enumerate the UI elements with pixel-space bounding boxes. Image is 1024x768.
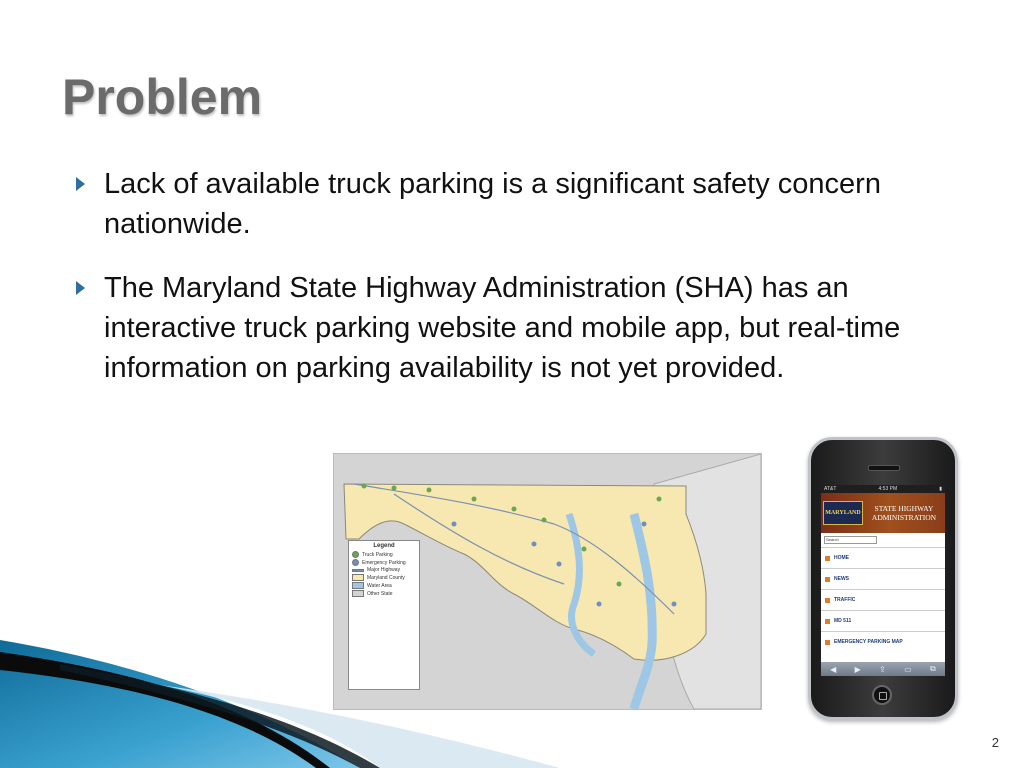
status-time: 4:53 PM [878,486,898,492]
bullet-list [72,164,962,412]
sha-header [821,493,945,533]
status-bar [821,485,945,493]
orange-square-icon [825,577,830,582]
header-line: ADMINISTRATION [871,513,937,522]
bullet-item [72,268,962,388]
legend-item [352,574,416,581]
mobile-phone-mockup [808,437,958,720]
legend-item [352,567,416,573]
share-icon[interactable]: ⇪ [879,664,886,674]
county-swatch [352,574,364,581]
battery-icon: ▮ [939,486,942,492]
bullet-text: The Maryland State Highway Administration (SHA) has an interactive truck parking website and mobile app, but real-time information on parking availability is not yet provided. [104,272,901,384]
legend-label: Water Area [367,582,392,589]
slide-title: Problem [62,69,263,125]
sha-header-title [865,504,943,522]
legend-item [352,551,416,558]
bookmarks-icon[interactable]: ▭ [904,664,912,674]
legend-label: Emergency Parking [362,559,406,566]
other-state-swatch [352,590,364,597]
menu-item-emergency-parking-map[interactable] [821,631,945,652]
forward-icon[interactable]: ▶ [854,664,861,674]
legend-label: Truck Parking [362,551,393,558]
truck-parking-map [333,453,762,710]
maryland-logo: MARYLAND [823,501,863,525]
truck-parking-swatch [352,551,359,558]
highway-swatch [352,569,364,572]
legend-label: Major Highway [367,567,401,573]
pages-icon[interactable]: ⧉ [930,664,936,673]
search-input[interactable]: Search [824,536,877,544]
legend-label: Other State [367,590,393,597]
map-legend [348,540,420,690]
legend-item [352,590,416,597]
menu-item-news[interactable] [821,568,945,589]
bullet-item [72,164,962,244]
menu-label: HOME [834,555,849,561]
carrier-label: AT&T [824,486,837,492]
home-button[interactable] [872,685,892,705]
menu-item-home[interactable] [821,547,945,568]
menu-item-traffic[interactable] [821,589,945,610]
emergency-parking-swatch [352,559,359,566]
orange-square-icon [825,640,830,645]
search-row [821,533,945,547]
menu-label: EMERGENCY PARKING MAP [834,639,903,645]
legend-item [352,582,416,589]
menu-item-md511[interactable] [821,610,945,631]
menu-label: TRAFFIC [834,597,856,603]
orange-square-icon [825,619,830,624]
header-line: STATE HIGHWAY [874,504,934,513]
menu-label: MD 511 [834,618,852,624]
triangle-bullet-icon [76,281,85,295]
orange-square-icon [825,556,830,561]
legend-item [352,559,416,566]
legend-title: Legend [373,543,395,549]
browser-toolbar [821,662,945,676]
legend-label: Maryland County [367,574,405,581]
bullet-text: Lack of available truck parking is a significant safety concern nationwide. [104,168,881,240]
orange-square-icon [825,598,830,603]
phone-speaker [868,465,900,471]
menu-label: NEWS [834,576,849,582]
app-menu [821,547,945,652]
phone-screen [821,485,945,676]
page-number: 2 [991,735,999,750]
triangle-bullet-icon [76,177,85,191]
back-icon[interactable]: ◀ [830,664,837,674]
water-swatch [352,582,364,589]
